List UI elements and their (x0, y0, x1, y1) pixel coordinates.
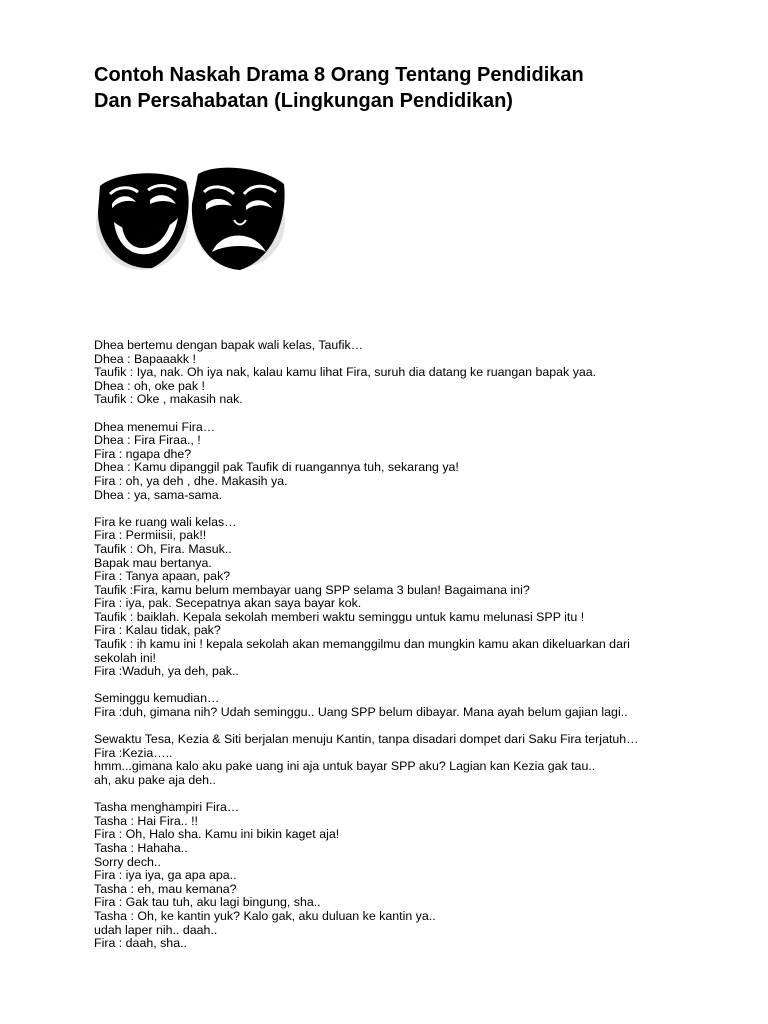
script-line: udah laper nih.. daah.. (94, 922, 218, 937)
script-line: Fira :Kezia….. (94, 745, 173, 760)
script-line: Dhea : oh, oke pak ! (94, 378, 205, 393)
script-line: Fira ke ruang wali kelas… (94, 514, 237, 529)
script-line: Fira : oh, ya deh , dhe. Makasih ya. (94, 473, 288, 488)
script-line: Bapak mau bertanya. (94, 555, 212, 570)
scene-gap (94, 407, 674, 421)
script-line: Dhea : Fira Firaa., ! (94, 433, 201, 448)
scene-gap (94, 679, 674, 693)
script-line: Dhea : ya, sama-sama. (94, 487, 223, 502)
title-line-1: Contoh Naskah Drama 8 Orang Tentang Pendidikan (94, 64, 584, 86)
script-line: Taufik : Iya, nak. Oh iya nak, kalau kamu lihat Fira, suruh dia datang ke ruangan bapak yaa. (94, 365, 597, 380)
theater-masks-image (94, 160, 288, 275)
tragedy-mask-icon (192, 168, 285, 270)
scene-gap (94, 720, 674, 734)
script-line: Fira : Gak tau tuh, aku lagi bingung, sha.. (94, 895, 321, 910)
script-line: Dhea : Kamu dipanggil pak Taufik di ruangannya tuh, sekarang ya! (94, 460, 459, 475)
drama-script (94, 339, 674, 951)
script-line: Fira :Waduh, ya deh, pak.. (94, 664, 239, 679)
script-line: Dhea menemui Fira… (94, 419, 216, 434)
script-line: Tasha : Hahaha.. (94, 840, 188, 855)
scene-gap (94, 788, 674, 802)
script-line: Taufik :Fira, kamu belum membayar uang SPP selama 3 bulan! Bagaimana ini? (94, 582, 530, 597)
script-line: Fira : Oh, Halo sha. Kamu ini bikin kaget aja! (94, 827, 340, 842)
script-line: Fira : daah, sha.. (94, 936, 187, 951)
script-line: Fira : Tanya apaan, pak? (94, 569, 231, 584)
comedy-mask-icon (96, 173, 189, 270)
script-line: Fira : ngapa dhe? (94, 446, 192, 461)
script-line: Seminggu kemudian… (94, 691, 220, 706)
script-line: Fira :duh, gimana nih? Udah seminggu.. Uang SPP belum dibayar. Mana ayah belum gajian lagi.. (94, 705, 628, 720)
script-line: Fira : Permiisii, pak!! (94, 528, 207, 543)
script-line: Taufik : Oh, Fira. Masuk.. (94, 541, 232, 556)
script-line: hmm...gimana kalo aku pake uang ini aja untuk bayar SPP aku? Lagian kan Kezia gak tau.. (94, 759, 596, 774)
document-title (94, 62, 734, 114)
script-line: Tasha menghampiri Fira… (94, 800, 240, 815)
script-line: Sewaktu Tesa, Kezia & Siti berjalan menuju Kantin, tanpa disadari dompet dari Saku Fira terjatuh… (94, 732, 639, 747)
title-line-2: Dan Persahabatan (Lingkungan Pendidikan) (94, 90, 513, 112)
script-line: Taufik : Oke , makasih nak. (94, 392, 243, 407)
script-line: Sorry dech.. (94, 854, 161, 869)
scene-gap (94, 502, 674, 516)
script-line: Fira : iya iya, ga apa apa.. (94, 868, 237, 883)
script-line: Dhea : Bapaaakk ! (94, 351, 196, 366)
script-line: Taufik : baiklah. Kepala sekolah memberi waktu seminggu untuk kamu melunasi SPP itu ! (94, 609, 585, 624)
script-line: Fira : Kalau tidak, pak? (94, 623, 221, 638)
script-line: Taufik : ih kamu ini ! kepala sekolah akan memanggilmu dan mungkin kamu akan dikeluarkan dari sekolah ini! (94, 637, 630, 665)
script-line: ah, aku pake aja deh.. (94, 773, 216, 787)
script-line: Tasha : Hai Fira.. !! (94, 813, 198, 828)
script-line: Dhea bertemu dengan bapak wali kelas, Taufik… (94, 338, 364, 352)
script-line: Tasha : Oh, ke kantin yuk? Kalo gak, aku duluan ke kantin ya.. (94, 908, 436, 923)
script-line: Tasha : eh, mau kemana? (94, 881, 237, 896)
script-line: Fira : iya, pak. Secepatnya akan saya bayar kok. (94, 596, 362, 611)
